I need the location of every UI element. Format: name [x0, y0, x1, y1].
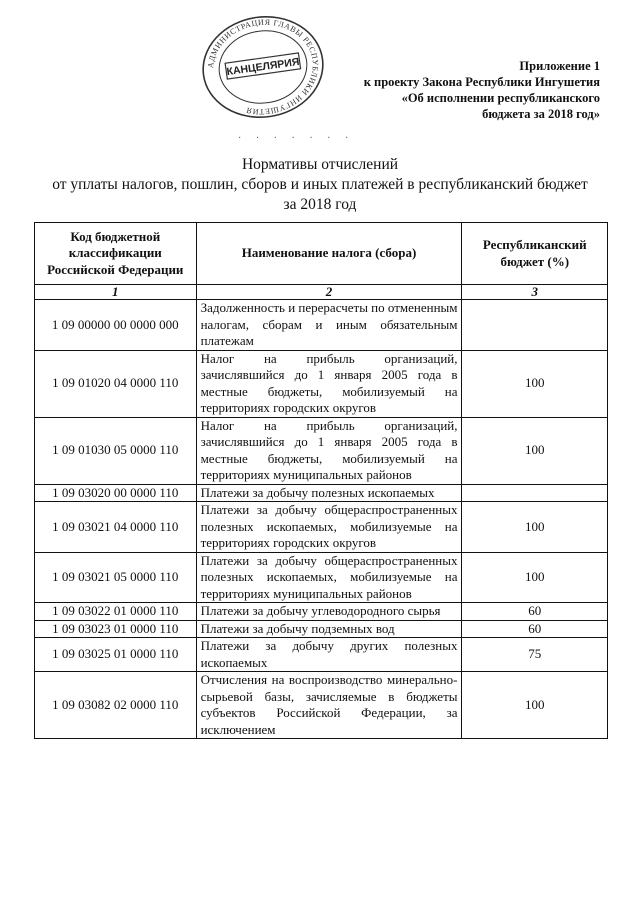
row-name: Платежи за добычу углеводородного сырья — [196, 603, 462, 621]
row-pct: 75 — [462, 638, 608, 672]
row-pct: 100 — [462, 672, 608, 739]
office-stamp — [191, 3, 335, 130]
column-number-row — [35, 285, 608, 300]
table-row — [35, 638, 608, 672]
header-name: Наименование налога (сбора) — [196, 223, 462, 285]
row-pct: 100 — [462, 552, 608, 603]
title-line-3: за 2018 год — [283, 196, 357, 213]
row-pct: 100 — [462, 417, 608, 484]
row-name: Платежи за добычу других полезных ископаемых — [196, 638, 462, 672]
table-row — [35, 603, 608, 621]
table-row — [35, 484, 608, 502]
appendix-line-4: бюджета за 2018 год» — [482, 107, 600, 121]
table-row — [35, 552, 608, 603]
row-code: 1 09 03020 00 0000 110 — [35, 484, 197, 502]
title-line-2: от уплаты налогов, пошлин, сборов и иных платежей в республиканский бюджет — [52, 176, 588, 193]
stamp-graphic — [191, 3, 335, 130]
row-code: 1 09 01020 04 0000 110 — [35, 350, 197, 417]
row-pct: 100 — [462, 350, 608, 417]
table-row — [35, 502, 608, 553]
row-code: 1 09 03021 05 0000 110 — [35, 552, 197, 603]
column-number-3: 3 — [462, 285, 608, 300]
row-pct: 100 — [462, 502, 608, 553]
row-code: 1 09 03021 04 0000 110 — [35, 502, 197, 553]
row-name: Налог на прибыль организаций, зачислявшийся до 1 января 2005 года в местные бюджеты, мобилизуемый на территориях городских округов — [196, 350, 462, 417]
header-code: Код бюджетной классификации Российской Федерации — [35, 223, 197, 285]
document-title — [0, 155, 640, 215]
table-row — [35, 417, 608, 484]
row-code: 1 09 03025 01 0000 110 — [35, 638, 197, 672]
row-code: 1 09 00000 00 0000 000 — [35, 300, 197, 351]
row-pct: 60 — [462, 603, 608, 621]
column-number-2: 2 — [196, 285, 462, 300]
row-pct: 60 — [462, 620, 608, 638]
table-row — [35, 350, 608, 417]
norms-table — [34, 222, 608, 739]
row-code: 1 09 03022 01 0000 110 — [35, 603, 197, 621]
appendix-line-2: к проекту Закона Республики Ингушетия — [363, 75, 600, 89]
table-header-row — [35, 223, 608, 285]
row-code: 1 09 03082 02 0000 110 — [35, 672, 197, 739]
row-code: 1 09 03023 01 0000 110 — [35, 620, 197, 638]
appendix-header — [340, 58, 600, 122]
row-pct — [462, 300, 608, 351]
row-pct — [462, 484, 608, 502]
scan-dots: · · · · · · · — [238, 133, 355, 144]
row-name: Налог на прибыль организаций, зачислявшийся до 1 января 2005 года в местные бюджеты, мобилизуемый на территориях муниципальных районов — [196, 417, 462, 484]
row-code: 1 09 01030 05 0000 110 — [35, 417, 197, 484]
stamp-ring-text: АДМИНИСТРАЦИЯ ГЛАВЫ РЕСПУБЛИКИ ИНГУШЕТИЯ — [206, 17, 320, 117]
table-row — [35, 300, 608, 351]
row-name: Платежи за добычу общераспространенных полезных ископаемых, мобилизуемые на территориях городских округов — [196, 502, 462, 553]
column-number-1: 1 — [35, 285, 197, 300]
table-row — [35, 672, 608, 739]
header-pct: Республиканский бюджет (%) — [462, 223, 608, 285]
row-name: Задолженность и перерасчеты по отмененным налогам, сборам и иным обязательным платежам — [196, 300, 462, 351]
row-name: Платежи за добычу общераспространенных полезных ископаемых, мобилизуемые на территориях муниципальных районов — [196, 552, 462, 603]
stamp-center-text: КАНЦЕЛЯРИЯ — [225, 55, 301, 79]
title-line-1: Нормативы отчислений — [241, 156, 399, 173]
appendix-line-3: «Об исполнении республиканского — [401, 91, 600, 105]
table-row — [35, 620, 608, 638]
row-name: Отчисления на воспроизводство минерально-сырьевой базы, зачисляемые в бюджеты субъектов Российской Федерации, за исключением — [196, 672, 462, 739]
appendix-line-1: Приложение 1 — [519, 59, 600, 73]
row-name: Платежи за добычу подземных вод — [196, 620, 462, 638]
row-name: Платежи за добычу полезных ископаемых — [196, 484, 462, 502]
